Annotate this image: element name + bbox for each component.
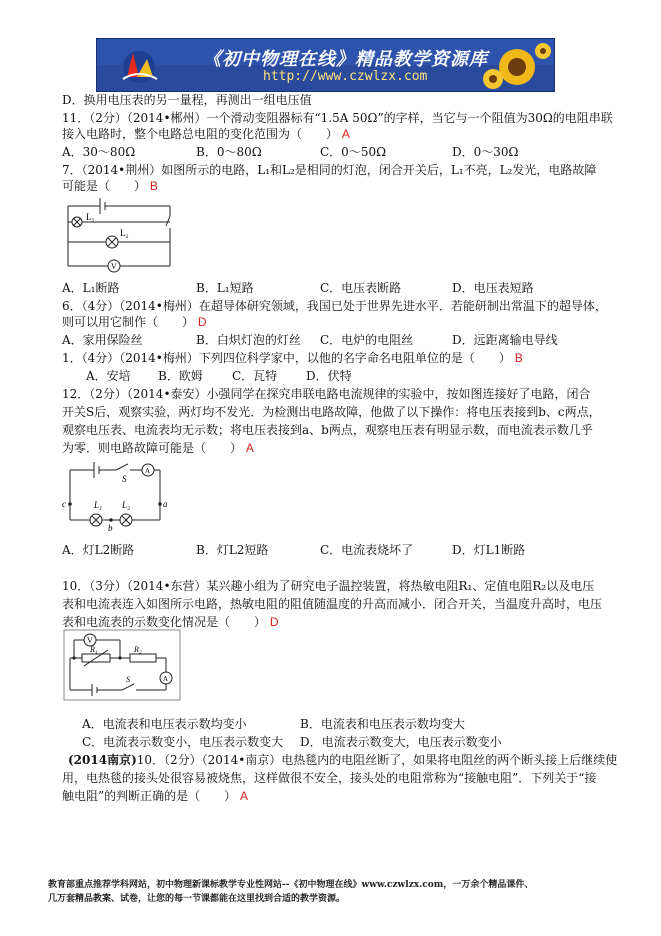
q11-stem-2 xyxy=(62,126,350,142)
page-footer xyxy=(48,878,628,906)
q11-option-d: D．0～30Ω xyxy=(452,145,519,159)
q11-stem-1: 11．（2分）（2014•郴州）一个滑动变阻器标有“1.5A 50Ω”的字样，当它与一个阻值为30Ω的电阻串联 xyxy=(62,111,613,125)
header-banner xyxy=(96,38,555,92)
q6-option-b: B．白炽灯泡的灯丝 xyxy=(196,333,301,347)
nanjing-stem-3: 触电阻”的判断正确的是（ ） A xyxy=(62,789,248,803)
footer-line-2: 几万套精品教案、试卷，让您的每一节课都能在这里找到合适的教学资源。 xyxy=(48,894,346,904)
q7-option-b: B．L₁短路 xyxy=(196,281,254,295)
q12-label-a: a xyxy=(163,499,168,509)
q10-stem-1: 10．（3分）（2014•东营）某兴趣小组为了研究电子温控装置，将热敏电阻R₁、定值电阻R₂以及电压 xyxy=(62,579,595,593)
q11-option-b: B．0～80Ω xyxy=(196,145,262,159)
nanjing-stem-2: 用，电热毯的接头处很容易被烧焦，这样做很不安全，接头处的电阻常称为“接触电阻”．下列关于“接 xyxy=(62,771,597,785)
q10-stem-2: 表和电流表连入如图所示电路，热敏电阻的阻值随温度的升高而减小．闭合开关，当温度升高时，电压 xyxy=(62,597,603,611)
q7-stem-2: 可能是（ ） B xyxy=(62,179,158,193)
q10-option-c: C．电流表示数变小，电压表示数变大 xyxy=(82,735,284,749)
q1-option-d: D．伏特 xyxy=(306,369,352,383)
banner-url[interactable]: http://www.czwlzx.com xyxy=(263,69,428,84)
q6-option-d: D．远距离输电导线 xyxy=(452,333,558,347)
q10-label-v: V xyxy=(87,636,93,645)
q11-option-a: A．30～80Ω xyxy=(62,145,136,159)
nanjing-answer: A xyxy=(239,789,248,803)
q7-option-d: D．电压表短路 xyxy=(452,281,534,295)
q12-answer: A xyxy=(245,441,254,455)
q10-label-r1: R₁ xyxy=(90,645,98,654)
q12-stem-1: 12．（2分）（2014•泰安）小强同学在探究串联电路电流规律的实验中，按如图连接好了电路，闭合 xyxy=(62,387,591,401)
q1-option-b: B．欧姆 xyxy=(158,369,203,383)
q10-stem-3: 表和电流表的示数变化情况是（ ） D xyxy=(62,615,279,629)
q1-option-a: A．安培 xyxy=(86,369,131,383)
q7-circuit-diagram xyxy=(62,194,182,278)
q7-label-l2: L₂ xyxy=(120,228,129,238)
q12-label-b: b xyxy=(108,523,113,532)
q7-option-c: C．电压表断路 xyxy=(320,281,402,295)
q1-answer: B xyxy=(514,351,523,365)
q12-option-c: C．电流表烧坏了 xyxy=(320,543,414,557)
q12-label-l1: L₁ xyxy=(94,500,103,510)
q12-label-s: S xyxy=(122,474,127,484)
banner-title: 《初中物理在线》精品教学资源库 xyxy=(203,49,488,70)
q12-stem-4: 为零．则电路故障可能是（ ） A xyxy=(62,441,254,455)
q12-label-ammeter: A xyxy=(145,467,151,475)
q10-option-b: B．电流表和电压表示数均变大 xyxy=(300,717,465,731)
q10-option-d: D．电流表示数变大，电压表示数变小 xyxy=(300,735,502,749)
q6-option-a: A．家用保险丝 xyxy=(62,333,143,347)
q6-answer: D xyxy=(197,315,207,329)
q12-label-c: c xyxy=(62,499,66,509)
prev-option-d: D．换用电压表的另一量程，再测出一组电压值 xyxy=(62,93,312,107)
q12-circuit-diagram xyxy=(62,456,172,532)
q10-answer: D xyxy=(269,615,279,629)
q10-label-r2: R₂ xyxy=(134,645,142,654)
q12-option-b: B．灯L2短路 xyxy=(196,543,269,557)
q7-stem-1: 7．（2014•荆州）如图所示的电路，L₁和L₂是相同的灯泡，闭合开关后，L₁不亮，L₂发光，电路故障 xyxy=(62,163,597,177)
nanjing-tag: (2014南京) xyxy=(68,753,137,767)
q6-stem-2: 则可以用它制作（ ） D xyxy=(62,315,207,329)
q6-option-c: C．电炉的电阻丝 xyxy=(320,333,414,347)
q12-stem-2: 开关S后，观察实验，两灯均不发光．为检测出电路故障，他做了以下操作：将电压表接到b、c两点， xyxy=(62,405,601,419)
q6-stem-1: 6．（4分）（2014•梅州）在超导体研究领域，我国已处于世界先进水平．若能研制出常温下的超导体， xyxy=(62,299,607,313)
q7-answer: B xyxy=(149,179,158,193)
q10-label-s: S xyxy=(126,675,130,684)
q12-option-a: A．灯L2断路 xyxy=(62,543,135,557)
q11-answer: A xyxy=(341,127,350,141)
q11-stem-text: 接入电路时，整个电路总电阻的变化范围为（ ） xyxy=(62,127,339,141)
q12-label-l2: L₂ xyxy=(122,500,131,510)
nanjing-stem-1: (2014南京)10．（2分）（2014•南京）电热毯内的电阻丝断了，如果将电阻丝的两个断头接上后继续使 xyxy=(68,753,618,767)
q10-label-ammeter: A xyxy=(163,675,169,683)
q7-label-v: V xyxy=(111,262,117,271)
q1-option-c: C．瓦特 xyxy=(232,369,278,383)
footer-line-1: 教育部重点推荐学科网站，初中物理新课标教学专业性网站--《初中物理在线》www.czwlzx.com，一万余个精品课件、 xyxy=(48,880,534,890)
q7-label-l1: L₁ xyxy=(86,212,95,222)
q7-option-a: A．L₁断路 xyxy=(62,281,120,295)
q10-circuit-diagram xyxy=(62,628,182,702)
q1-stem: 1．（4分）（2014•梅州）下列四位科学家中，以他的名字命名电阻单位的是（ ） B xyxy=(62,351,523,365)
q12-stem-3: 观察电压表、电流表均无示数；将电压表接到a、b两点，观察电压表有明显示数，而电流表示数几乎 xyxy=(62,423,593,437)
q11-option-c: C．0～50Ω xyxy=(320,145,387,159)
q12-option-d: D．灯L1断路 xyxy=(452,543,526,557)
q10-option-a: A．电流表和电压表示数均变小 xyxy=(82,717,247,731)
